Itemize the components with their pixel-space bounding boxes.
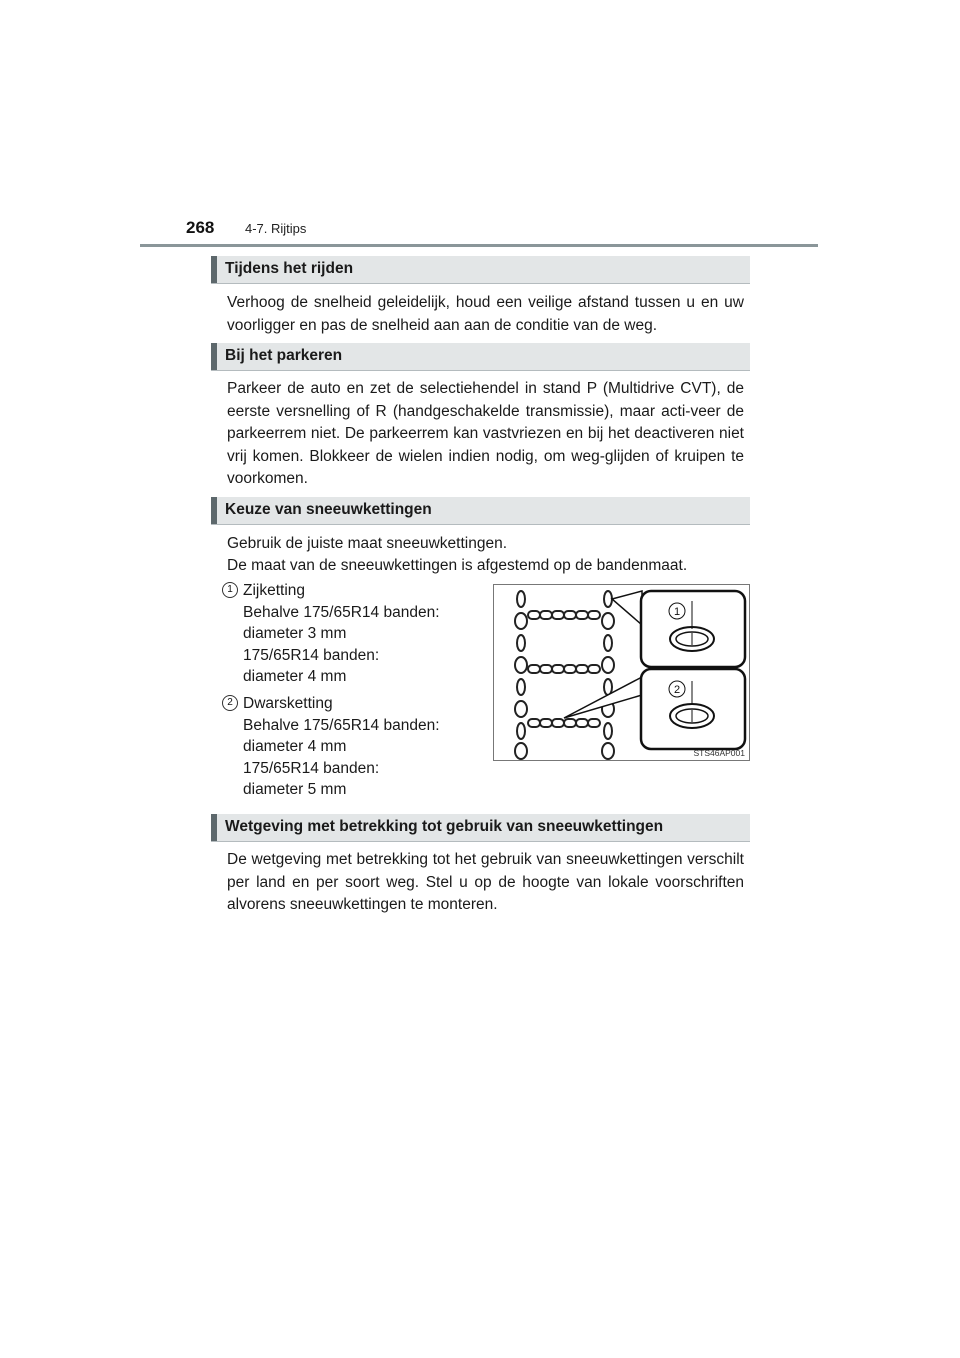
cross-chain-middle (528, 665, 600, 673)
item-line: Dwarsketting (243, 695, 333, 712)
zoom-callouts (564, 591, 745, 749)
snow-chain-illustration (493, 584, 750, 761)
section-text-legislation: De wetgeving met betrekking tot het gebruik van sneeuwkettingen verschilt per land en per soort weg. Stel u op de hoogte van lokale voorschriften alvorens sneeuwkettingen te monteren. (227, 851, 744, 913)
list-item-side-chain (243, 580, 440, 688)
item-line: Behalve 175/65R14 banden: (243, 603, 440, 621)
section-heading-chain-choice (211, 497, 750, 525)
item-line: Zijketting (243, 582, 306, 599)
item-line: 175/65R14 banden: (243, 759, 380, 777)
chain-intro-line-2: De maat van de sneeuwkettingen is afgestemd op de bandenmaat. (227, 557, 688, 574)
section-text-parking: Parkeer de auto en zet de selectiehendel in stand P (Multidrive CVT), de eerste versnelling of R (handgeschakelde transmissie), maar acti-veer de parkeerrem niet. De parkeerrem kan vastvriezen en bij het deactiveren niet vrij komen. Blokkeer de wielen indien nodig, om weg-glijden of kruipen te voorkomen. (227, 380, 744, 487)
section-heading-parking (211, 343, 750, 371)
chapter-title: 4-7. Rijtips (245, 221, 307, 236)
page-number: 268 (186, 218, 215, 237)
item-line: diameter 4 mm (243, 668, 347, 685)
section-heading-text: Wetgeving met betrekking tot gebruik van sneeuwkettingen (225, 818, 664, 835)
section-heading-text: Bij het parkeren (225, 347, 343, 364)
callout-marker-1: 1 (222, 582, 238, 598)
item-line: 175/65R14 banden: (243, 646, 380, 664)
section-heading-legislation (211, 814, 750, 842)
section-heading-driving (211, 256, 750, 284)
cross-chain-bottom (528, 719, 600, 727)
list-item-cross-chain (243, 693, 440, 801)
right-side-chain (602, 591, 614, 759)
section-heading-text: Keuze van sneeuwkettingen (225, 501, 432, 518)
item-line: diameter 4 mm (243, 738, 347, 755)
chain-drawing (494, 585, 749, 760)
cross-chain-top (528, 611, 600, 619)
figure-code: STS46AP001 (693, 748, 745, 758)
heading-accent-bar (211, 497, 217, 524)
chain-intro-line-1: Gebruik de juiste maat sneeuwkettingen. (227, 535, 508, 552)
item-line: diameter 5 mm (243, 781, 347, 798)
callout-marker-2: 2 (222, 695, 238, 711)
heading-accent-bar (211, 814, 217, 841)
figure-callout-2: 2 (673, 684, 681, 696)
heading-accent-bar (211, 256, 217, 283)
section-heading-text: Tijdens het rijden (225, 260, 354, 277)
figure-callout-1: 1 (673, 606, 681, 618)
item-line: diameter 3 mm (243, 625, 347, 642)
left-side-chain (515, 591, 527, 759)
heading-accent-bar (211, 343, 217, 370)
section-text-driving: Verhoog de snelheid geleidelijk, houd een veilige afstand tussen u en uw voorligger en pas de snelheid aan aan de conditie van de weg. (227, 294, 744, 334)
item-line: Behalve 175/65R14 banden: (243, 716, 440, 734)
header-divider (140, 244, 818, 247)
